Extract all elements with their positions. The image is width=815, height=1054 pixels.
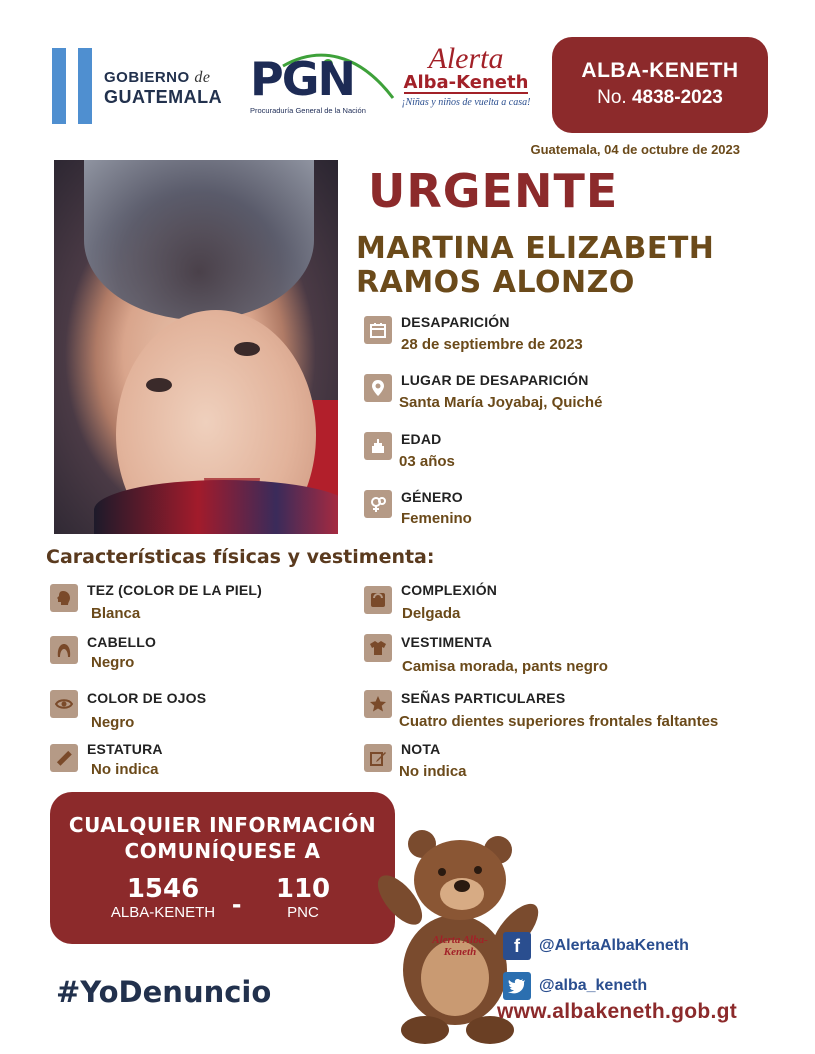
detail-label-age: EDAD — [401, 431, 442, 447]
char-value-hair: Negro — [91, 654, 135, 671]
government-logo-text: GOBIERNO de GUATEMALA — [104, 69, 223, 107]
pgn-subtitle: Procuraduría General de la Nación — [250, 106, 366, 115]
scale-icon — [364, 586, 392, 614]
contact-box: CUALQUIER INFORMACIÓN COMUNÍQUESE A 1546 ALBA-KENETH - 110 PNC — [50, 792, 395, 944]
hashtag: #YoDenuncio — [56, 975, 272, 1009]
detail-value-age: 03 años — [399, 453, 455, 470]
detail-label-place: LUGAR DE DESAPARICIÓN — [401, 372, 589, 388]
bear-badge: Alerta Alba-Keneth — [432, 934, 488, 958]
phone-separator: - — [232, 888, 242, 919]
char-label-skin: TEZ (COLOR DE LA PIEL) — [87, 582, 262, 598]
char-label-marks: SEÑAS PARTICULARES — [401, 690, 566, 706]
phone-alba-keneth[interactable]: 1546 — [126, 874, 200, 904]
detail-value-gender: Femenino — [401, 510, 472, 527]
ruler-icon — [50, 744, 78, 772]
location-pin-icon — [364, 374, 392, 402]
urgent-title: URGENTE — [368, 164, 619, 218]
facebook-link[interactable]: f @AlertaAlbaKeneth — [503, 932, 689, 960]
eye-icon — [50, 690, 78, 718]
detail-label-disappearance: DESAPARICIÓN — [401, 314, 510, 330]
char-label-hair: CABELLO — [87, 634, 157, 650]
detail-value-place: Santa María Joyabaj, Quiché — [399, 394, 603, 411]
pgn-logo — [238, 48, 398, 118]
char-value-marks: Cuatro dientes superiores frontales faltantes — [399, 713, 719, 730]
char-value-height: No indica — [91, 761, 159, 778]
char-label-note: NOTA — [401, 741, 441, 757]
hair-icon — [50, 636, 78, 664]
missing-person-name: MARTINA ELIZABETH RAMOS ALONZO — [356, 231, 715, 300]
char-value-eyes: Negro — [91, 714, 135, 731]
char-label-eyes: COLOR DE OJOS — [87, 690, 207, 706]
char-value-note: No indica — [399, 763, 467, 780]
alerta-logo: Alerta Alba-Keneth ¡Niñas y niños de vuelta a casa! — [401, 42, 531, 108]
facebook-icon: f — [503, 932, 531, 960]
issue-date: Guatemala, 04 de octubre de 2023 — [530, 142, 740, 157]
phone-pnc-label: PNC — [287, 904, 319, 921]
char-label-build: COMPLEXIÓN — [401, 582, 498, 598]
head-profile-icon — [50, 584, 78, 612]
detail-label-gender: GÉNERO — [401, 489, 463, 505]
government-logo-bars — [52, 48, 94, 124]
char-value-skin: Blanca — [91, 605, 141, 622]
char-value-clothing: Camisa morada, pants negro — [402, 658, 608, 675]
note-edit-icon — [364, 744, 392, 772]
characteristics-title: Características físicas y vestimenta: — [46, 546, 435, 568]
shirt-icon — [364, 634, 392, 662]
gender-icon — [364, 490, 392, 518]
star-icon — [364, 690, 392, 718]
char-value-build: Delgada — [402, 605, 461, 622]
phone-pnc[interactable]: 110 — [275, 874, 331, 904]
phone-alba-keneth-label: ALBA-KENETH — [110, 904, 216, 921]
char-label-clothing: VESTIMENTA — [401, 634, 493, 650]
website-link[interactable]: www.albakeneth.gob.gt — [497, 1000, 738, 1023]
char-label-height: ESTATURA — [87, 741, 163, 757]
cake-icon — [364, 432, 392, 460]
twitter-link[interactable]: @alba_keneth — [503, 972, 647, 1000]
twitter-icon — [503, 972, 531, 1000]
missing-child-photo — [54, 160, 338, 534]
detail-value-disappearance: 28 de septiembre de 2023 — [401, 336, 583, 353]
pgn-wordmark: PGN — [250, 52, 354, 106]
case-number-badge: ALBA-KENETH No. 4838-2023 — [552, 37, 768, 133]
calendar-icon — [364, 316, 392, 344]
